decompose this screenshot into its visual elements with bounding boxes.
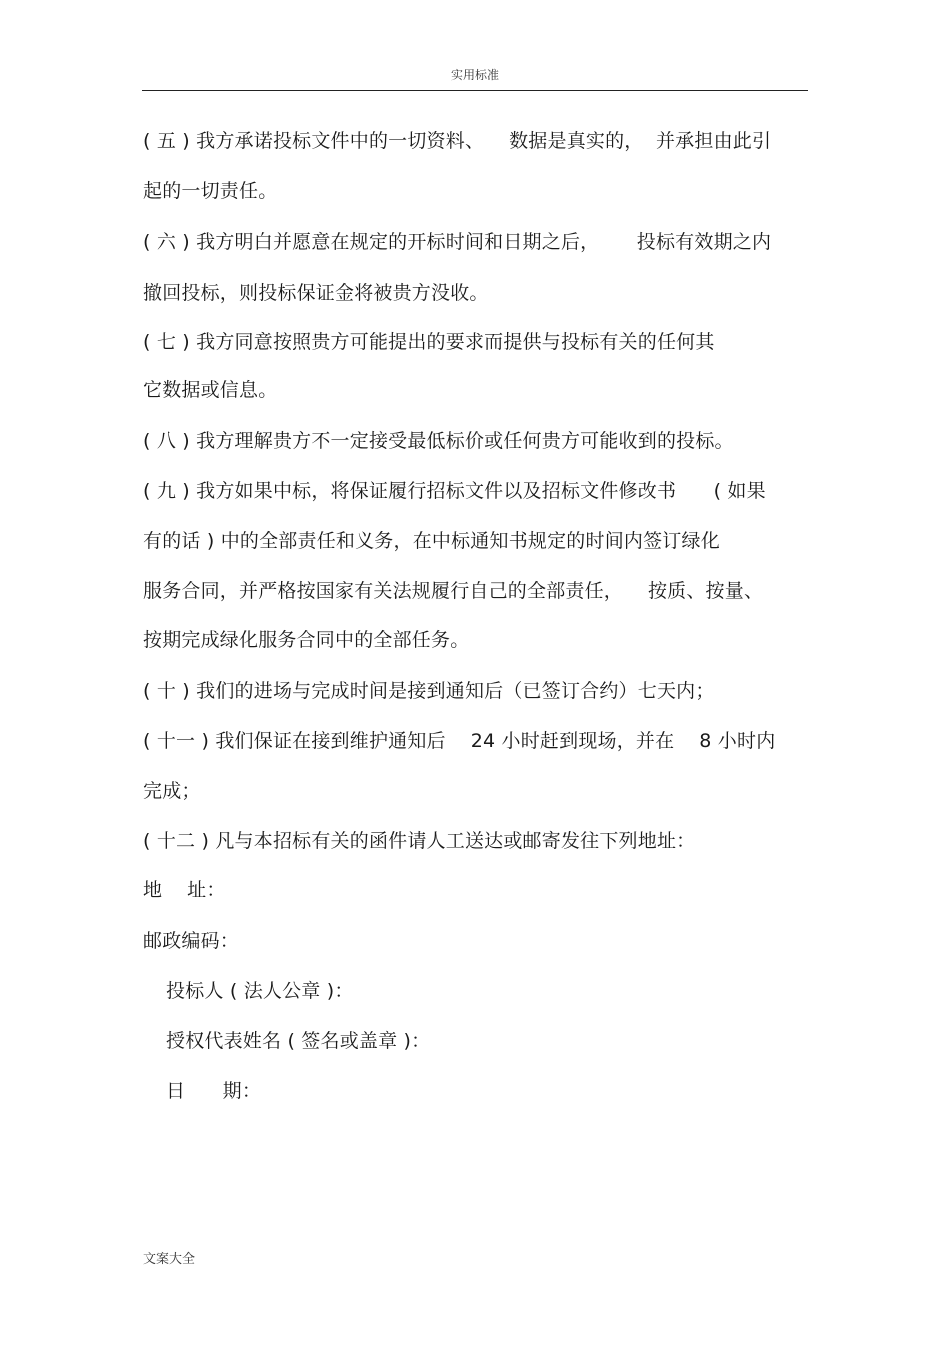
clause-9-line-2: 有的话 ) 中的全部责任和义务，在中标通知书规定的时间内签订绿化 [143, 530, 720, 552]
clause-12-line-1: ( 十二 ) 凡与本招标有关的函件请人工送达或邮寄发往下列地址： [143, 830, 696, 852]
clause-5-line-1: ( 五 ) 我方承诺投标文件中的一切资料、 数据是真实的， 并承担由此引 [143, 130, 772, 152]
clause-8-line-1: ( 八 ) 我方理解贵方不一定接受最低标价或任何贵方可能收到的投标。 [143, 430, 734, 452]
clause-6-line-1: ( 六 ) 我方明白并愿意在规定的开标时间和日期之后， 投标有效期之内 [143, 231, 772, 253]
header-divider [142, 90, 808, 91]
page-header: 实用标准 [450, 68, 499, 82]
bidder-seal-field: 投标人 ( 法人公章 )： [166, 980, 354, 1002]
clause-11-line-1: ( 十一 ) 我们保证在接到维护通知后 24 小时赶到现场，并在 8 小时内 [143, 730, 776, 752]
page-footer: 文案大全 [143, 1252, 196, 1267]
clause-10-line-1: ( 十 ) 我们的进场与完成时间是接到通知后（已签订合约）七天内； [143, 680, 715, 702]
address-field: 地 址： [143, 879, 226, 901]
authorized-rep-field: 授权代表姓名 ( 签名或盖章 )： [166, 1030, 431, 1052]
clause-11-line-2: 完成； [143, 780, 201, 802]
clause-9-line-3: 服务合同，并严格按国家有关法规履行自己的全部责任， 按质、按量、 [143, 580, 764, 602]
clause-7-line-1: ( 七 ) 我方同意按照贵方可能提出的要求而提供与投标有关的任何其 [143, 331, 715, 353]
clause-9-line-1: ( 九 ) 我方如果中标，将保证履行招标文件以及招标文件修改书 ( 如果 [143, 480, 766, 502]
clause-9-line-4: 按期完成绿化服务合同中的全部任务。 [143, 629, 470, 651]
clause-7-line-2: 它数据或信息。 [143, 379, 278, 401]
clause-5-line-2: 起的一切责任。 [143, 180, 278, 202]
postal-code-field: 邮政编码： [143, 930, 240, 952]
date-field: 日 期： [166, 1080, 262, 1102]
clause-6-line-2: 撤回投标，则投标保证金将被贵方没收。 [143, 282, 489, 304]
